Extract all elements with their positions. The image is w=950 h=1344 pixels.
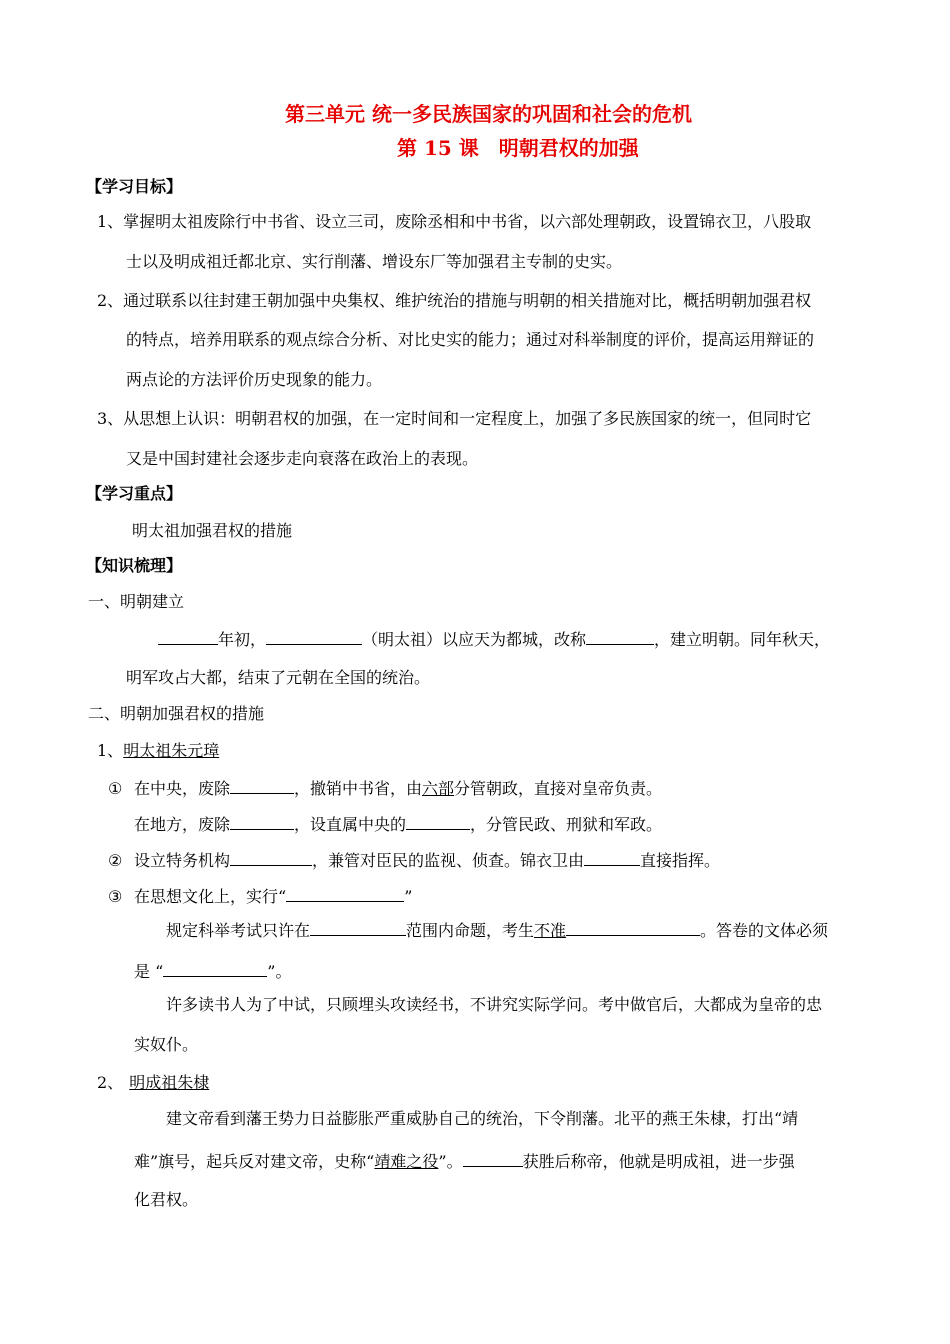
m2-text-3: 直接指挥。 — [640, 851, 721, 870]
goal-2-line-2: 的特点，培养用联系的观点综合分析、对比史实的能力；通过对科举制度的评价，提高运用辩证的 — [126, 330, 815, 349]
section-2-title: 二、明朝加强君权的措施 — [88, 704, 265, 723]
point-2-heading — [97, 1073, 209, 1093]
blank-founder — [266, 628, 362, 645]
goal-2-line-3: 两点论的方法评价历史现象的能力。 — [126, 370, 383, 389]
jingnan-campaign: 靖难之役 — [374, 1152, 439, 1171]
section-1-line-1 — [158, 628, 830, 650]
measure-3-line-1 — [108, 885, 412, 907]
s1-text-1: 年初， — [218, 630, 267, 649]
goal-3-line-1: 3、从思想上认识：明朝君权的加强，在一定时间和一定程度上，加强了多民族国家的统一，但同时它 — [97, 409, 812, 428]
point-1-name: 明太祖朱元璋 — [123, 741, 220, 760]
measure-3-line-2 — [166, 919, 828, 941]
m1-text-3: 分管朝政，直接对皇帝负责。 — [454, 779, 663, 798]
point-2-number: 2、 — [97, 1073, 124, 1092]
m1b-text-2: ，设直属中央的 — [294, 815, 407, 834]
goal-1-line-2: 士以及明成祖迁都北京、实行削藩、增设东厂等加强君主专制的史实。 — [126, 252, 623, 271]
blank-year — [158, 628, 218, 645]
point-2-name: 明成祖朱棣 — [129, 1073, 210, 1092]
blank-commander — [584, 849, 640, 866]
m3-text-1: 在思想文化上，实行“ — [134, 887, 287, 906]
m3-text-2: ” — [404, 887, 413, 906]
blank-essay-style — [163, 960, 267, 977]
m1-text-2: ，撤销中书省，由 — [294, 779, 423, 798]
point-2-line-3: 化君权。 — [134, 1190, 199, 1209]
goals-heading: 【学习目标】 — [86, 177, 183, 196]
not-allowed: 不准 — [534, 921, 567, 940]
circle-number-3: ③ — [108, 887, 123, 906]
unit-title: 第三单元 统一多民族国家的巩固和社会的危机 — [285, 102, 692, 126]
point-1-number: 1、 — [97, 741, 124, 760]
measure-3-line-3 — [134, 960, 291, 982]
measure-1-line-2 — [134, 813, 662, 835]
blank-secret-agency — [230, 849, 312, 866]
knowledge-heading: 【知识梳理】 — [86, 556, 183, 575]
circle-number-1: ① — [108, 779, 123, 798]
measure-1-line-1 — [108, 777, 662, 799]
m1b-text-3: ，分管民政、刑狱和军政。 — [470, 815, 663, 834]
m3c-text-1: 是 “ — [134, 962, 164, 981]
m1-text-1: 在中央，废除 — [134, 779, 231, 798]
point-2-line-2 — [134, 1150, 795, 1172]
m2-text-1: 设立特务机构 — [134, 851, 231, 870]
s1-text-2: （明太祖）以应天为都城，改称 — [362, 630, 587, 649]
measure-3-line-4: 许多读书人为了中试，只顾埋头攻读经书，不讲究实际学问。考中做官后，大都成为皇帝的忠 — [166, 995, 823, 1014]
goal-3-line-2: 又是中国封建社会逐步走向衰落在政治上的表现。 — [126, 449, 479, 468]
lesson-title: 第 15 课 明朝君权的加强 — [397, 136, 639, 160]
p2b-text-2: ”。 — [438, 1152, 463, 1171]
blank-victor — [463, 1150, 523, 1167]
blank-capital — [586, 628, 654, 645]
blank-abolish-local — [230, 813, 294, 830]
measure-3-line-5: 实奴仆。 — [134, 1035, 199, 1054]
circle-number-2: ② — [108, 851, 123, 870]
section-1-title: 一、明朝建立 — [88, 592, 185, 611]
s1-text-3: ，建立明朝。同年秋天， — [654, 630, 831, 649]
section-1-line-2: 明军攻占大都，结束了元朝在全国的统治。 — [126, 668, 431, 687]
point-1-heading — [97, 741, 219, 761]
m2-text-2: ，兼管对臣民的监视、侦查。锦衣卫由 — [312, 851, 585, 870]
m3b-text-3: 。答卷的文体必须 — [700, 921, 829, 940]
goal-2-line-1: 2、通过联系以往封建王朝加强中央集权、维护统治的措施与明朝的相关措施对比，概括明朝加强君权 — [97, 291, 812, 310]
blank-abolish-central — [230, 777, 294, 794]
p2b-text-3: 获胜后称帝，他就是明成祖，进一步强 — [522, 1152, 795, 1171]
goal-1-line-1: 1、掌握明太祖废除行中书省、设立三司，废除丞相和中书省，以六部处理朝政，设置锦衣卫，八股取 — [97, 212, 812, 231]
focus-heading: 【学习重点】 — [86, 484, 183, 503]
blank-restriction — [566, 919, 700, 936]
m1b-text-1: 在地方，废除 — [134, 815, 231, 834]
blank-policy — [286, 885, 404, 902]
m3b-text-1: 规定科举考试只许在 — [166, 921, 311, 940]
measure-2-line — [108, 849, 720, 871]
m3b-text-2: 范围内命题，考生 — [406, 921, 535, 940]
six-ministries: 六部 — [422, 779, 455, 798]
point-2-line-1: 建文帝看到藩王势力日益膨胀严重威胁自己的统治，下令削藩。北平的燕王朱棣，打出“靖 — [166, 1109, 799, 1128]
blank-scope — [310, 919, 406, 936]
m3c-text-2: ”。 — [267, 962, 292, 981]
p2b-text-1: 难”旗号，起兵反对建文帝，史称“ — [134, 1152, 375, 1171]
focus-text: 明太祖加强君权的措施 — [132, 521, 293, 540]
blank-three-offices — [406, 813, 470, 830]
